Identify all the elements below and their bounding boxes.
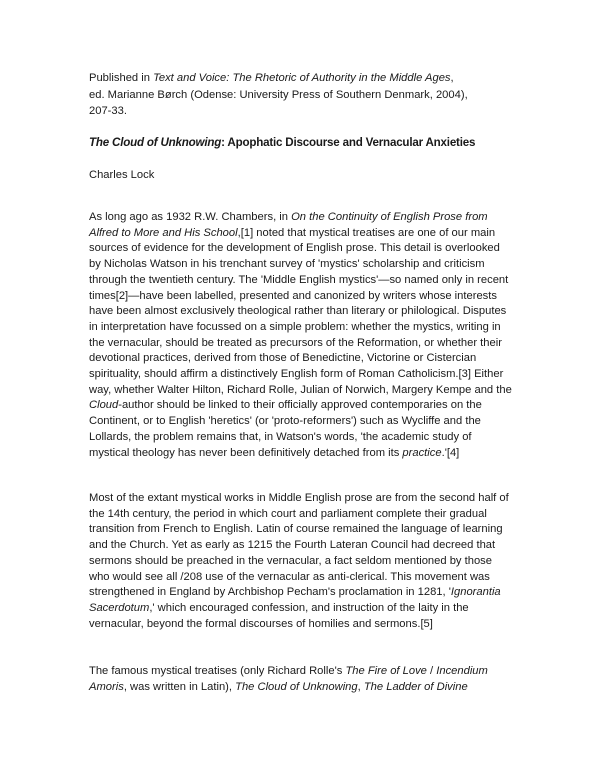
p2-text-1: Most of the extant mystical works in Middle English prose are from the second half of the 14th century, the period in which court and parliament complete their gradual transition from French to English. Latin of course remained the language of learning and the Church. Yet as early as 1215 the Fourth Lateran Council had decreed that sermons should be preached in the vernacular, a fact seldom mentioned by those who would see all /208 use of the vernacular as anti-clerical. This movement was strengthened in England by Archbishop Pecham's proclamation in 1281, ' [89,492,509,599]
paragraph-3 [89,664,513,695]
p3-italic-1: The Fire of Love [345,665,427,677]
paragraph-2 [89,491,513,632]
article-title [89,135,529,151]
paragraph-1 [89,210,513,461]
author-name: Charles Lock [89,169,155,181]
article-title-rest: : Apophatic Discourse and Vernacular Anxieties [221,136,476,149]
p1-text-1: As long ago as 1932 R.W. Chambers, in [89,211,292,223]
p3-text-3: , was written in Latin), [123,680,236,693]
p2-text-2: ,' which encouraged confession, and instruction of the laity in the vernacular, beyond the formal discourses of homilies and sermons.[5] [89,601,469,630]
p3-italic-4: The Ladder of Divine [363,680,468,693]
p1-italic-2: Cloud [89,399,119,412]
p3-italic-2: Incendium Amoris [89,665,488,693]
p2-italic-1: Ignorantia Sacerdotum [89,586,501,614]
publication-prefix: Published in [89,72,154,84]
p1-text-3: -author should be linked to their officially approved contemporaries on the Continent, or to English 'heretics' (or 'proto-reformers') such as Wycliffe and the Lollards, the problem remains that, in Watson's words, 'the academic study of mystical theology has never been definitively detached from its [89,399,482,459]
book-title: Text and Voice: The Rhetoric of Authority in the Middle Ages [153,72,451,84]
publication-details: , ed. Marianne Børch (Odense: University Press of Southern Denmark, 2004), 207-33. [89,72,468,117]
p1-text-4: .'[4] [441,446,460,459]
publication-note [89,70,469,120]
p1-italic-3: practice [402,446,442,459]
p3-text-4: , [357,680,364,693]
article-title-italic: The Cloud of Unknowing [89,136,222,149]
p3-text-1: The famous mystical treatises (only Richard Rolle's [89,665,346,677]
p1-text-2: ,[1] noted that mystical treatises are one of our main sources of evidence for the development of English prose. This detail is overlooked by Nicholas Watson in his trenchant survey of 'mystics' scholarship and criticism through the twentieth century. The 'Middle English mystics'—so named only in recent times[2]—have been labelled, presented and canonized by writers whose interests have been almost exclusively theological rather than literary or philological. Disputes in interpretation have focussed on a simple problem: whether the mystics, writing in the vernacular, should be treated as precursors of the Reformation, or whether their devotional practices, derived from those of Benedictine, Victorine or Cistercian spirituality, should affirm a distinctively English form of Roman Catholicism.[3] Either way, whether Walter Hilton, Richard Rolle, Julian of Norwich, Margery Kempe and the [89,226,512,396]
p3-text-2: / [426,665,437,677]
p1-italic-1: On the Continuity of English Prose from Alfred to More and His School [89,211,488,239]
p3-italic-3: The Cloud of Unknowing [235,680,358,693]
